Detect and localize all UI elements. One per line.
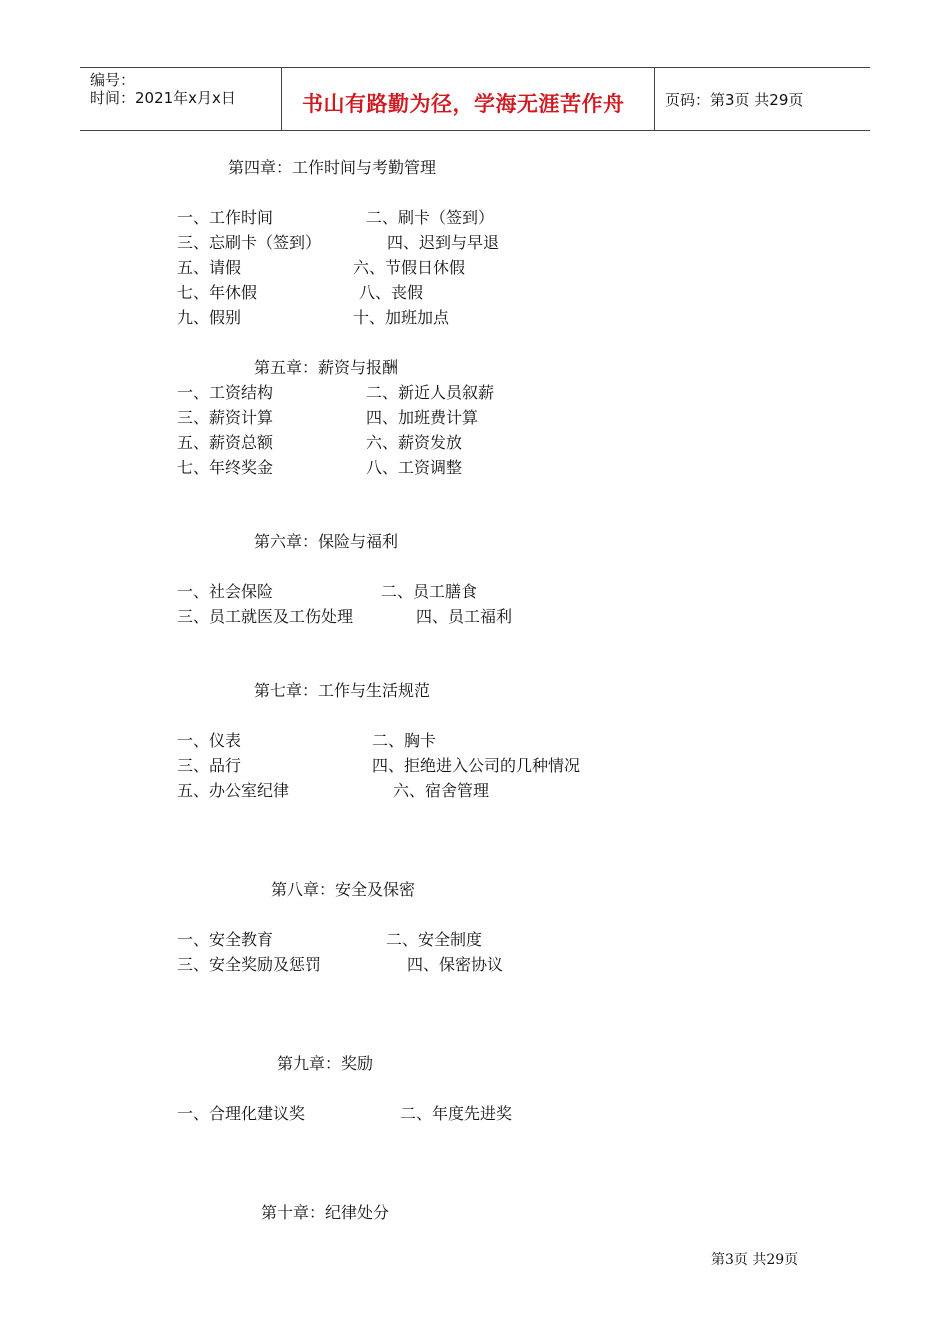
list-item: 十、加班加点 (353, 308, 450, 327)
list-item: 四、保密协议 (407, 955, 504, 974)
chapter-title: 第七章：工作与生活规范 (254, 681, 431, 700)
chapter-title: 第五章：薪资与报酬 (254, 358, 399, 377)
list-item: 四、拒绝进入公司的几种情况 (372, 756, 581, 775)
list-item: 四、加班费计算 (366, 408, 479, 427)
list-item: 九、假别 (177, 308, 242, 327)
code-label: 编号： (90, 71, 136, 89)
motto-text: 书山有路勤为径，学海无涯苦作舟 (302, 92, 625, 116)
list-item: 六、薪资发放 (366, 433, 463, 452)
header-meta-cell (80, 68, 282, 130)
list-item: 一、工资结构 (177, 383, 274, 402)
time-label: 时间：2021年x月x日 (90, 89, 236, 107)
list-item: 五、请假 (177, 258, 242, 277)
list-item: 一、安全教育 (177, 930, 274, 949)
list-item: 一、社会保险 (177, 582, 274, 601)
chapter-title: 第八章：安全及保密 (271, 880, 416, 899)
list-item: 二、安全制度 (386, 930, 483, 949)
list-item: 六、节假日休假 (353, 258, 466, 277)
list-item: 五、办公室纪律 (177, 781, 290, 800)
page-footer: 第3页 共29页 (711, 1252, 799, 1268)
list-item: 一、工作时间 (177, 208, 274, 227)
list-item: 七、年休假 (177, 283, 258, 302)
list-item: 二、员工膳食 (381, 582, 478, 601)
list-item: 八、工资调整 (366, 458, 463, 477)
chapter-title: 第十章：纪律处分 (261, 1203, 390, 1222)
list-item: 四、员工福利 (416, 607, 513, 626)
list-item: 二、新近人员叙薪 (366, 383, 495, 402)
header-page-cell (655, 68, 870, 130)
page-header (80, 67, 870, 131)
list-item: 二、刷卡（签到） (366, 208, 495, 227)
page-info: 页码：第3页 共29页 (665, 91, 804, 109)
chapter-title: 第四章：工作时间与考勤管理 (228, 158, 437, 177)
list-item: 五、薪资总额 (177, 433, 274, 452)
list-item: 一、合理化建议奖 (177, 1104, 306, 1123)
list-item: 六、宿舍管理 (393, 781, 490, 800)
list-item: 三、安全奖励及惩罚 (177, 955, 322, 974)
list-item: 七、年终奖金 (177, 458, 274, 477)
list-item: 三、员工就医及工伤处理 (177, 607, 354, 626)
list-item: 八、丧假 (359, 283, 424, 302)
header-motto-cell (282, 68, 655, 130)
list-item: 四、迟到与早退 (387, 233, 500, 252)
chapter-title: 第六章：保险与福利 (254, 532, 399, 551)
list-item: 二、胸卡 (372, 731, 437, 750)
list-item: 三、忘刷卡（签到） (177, 233, 322, 252)
chapter-title: 第九章：奖励 (277, 1054, 374, 1073)
list-item: 三、薪资计算 (177, 408, 274, 427)
list-item: 一、仪表 (177, 731, 242, 750)
list-item: 二、年度先进奖 (400, 1104, 513, 1123)
list-item: 三、品行 (177, 756, 242, 775)
